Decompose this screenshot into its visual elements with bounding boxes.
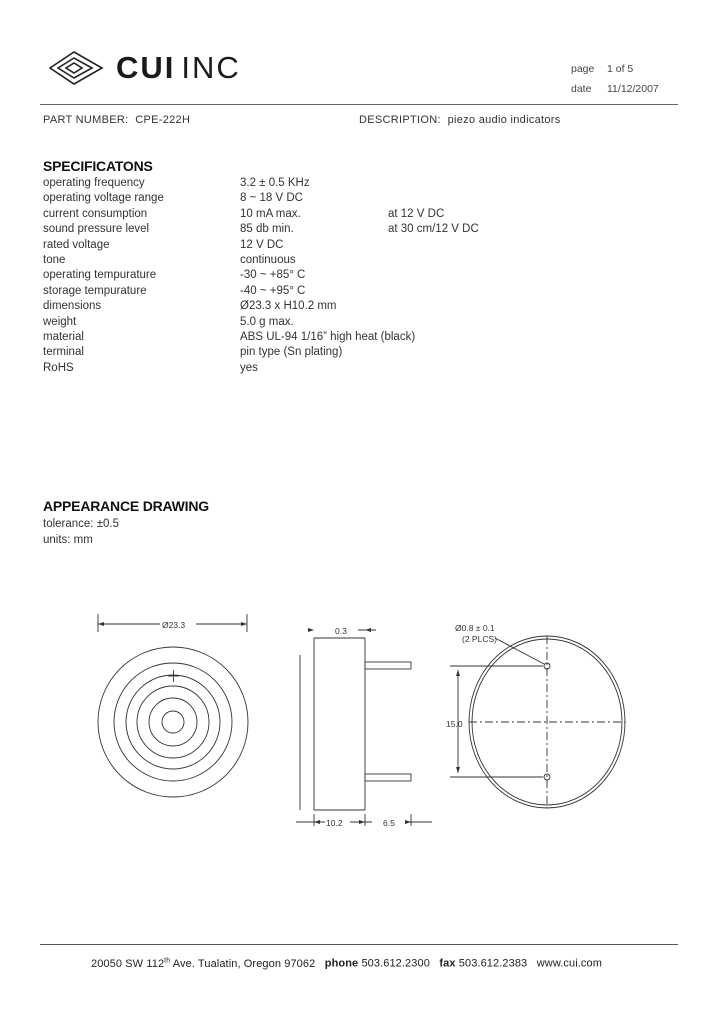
spec-row: [43, 208, 603, 223]
spec-value: yes: [240, 361, 258, 374]
dim-pin-hole-label: Ø0.8 ± 0.1: [455, 623, 495, 633]
footer-phone: 503.612.2300: [361, 957, 430, 970]
spec-value: pin type (Sn plating): [240, 346, 343, 359]
units-note: units: mm: [43, 534, 93, 546]
bottom-view: [450, 636, 625, 808]
spec-name: current consumption: [43, 207, 148, 220]
spec-row: [43, 223, 603, 238]
spec-value: 12 V DC: [240, 238, 284, 251]
spec-row: [43, 300, 603, 315]
footer-fax-label: fax: [439, 957, 456, 970]
footer-phone-label: phone: [324, 957, 359, 970]
specs-title: SPECIFICATONS: [43, 158, 153, 174]
spec-row: [43, 269, 603, 284]
footer-contact: [91, 957, 602, 970]
date-indicator: date 11/12/2007: [571, 83, 659, 95]
footer-fax: 503.612.2383: [458, 957, 528, 970]
side-view: [296, 630, 432, 826]
header-divider: [40, 104, 678, 105]
spec-row: [43, 177, 603, 192]
footer-address: 20050 SW 112th Ave. Tualatin, Oregon 97062: [91, 957, 316, 970]
spec-value: ABS UL-94 1/16” high heat (black): [240, 331, 416, 343]
spec-name: operating frequency: [43, 177, 145, 189]
spec-value: -30 ~ +85° C: [240, 269, 306, 282]
spec-row: [43, 239, 603, 254]
spec-name: operating tempurature: [43, 269, 157, 282]
spec-value: Ø23.3 x H10.2 mm: [240, 300, 337, 313]
spec-name: storage tempurature: [43, 284, 147, 297]
front-view: [98, 614, 248, 797]
dim-thickness-label: 0.3: [335, 626, 347, 636]
spec-condition: at 12 V DC: [388, 207, 445, 220]
dim-height-label: 10.2: [326, 818, 343, 828]
spec-value: 85 db min.: [240, 223, 294, 236]
description: DESCRIPTION: piezo audio indicators: [359, 114, 561, 126]
spec-name: dimensions: [43, 300, 102, 313]
spec-value: 3.2 ± 0.5 KHz: [240, 177, 310, 189]
spec-value: -40 ~ +95° C: [240, 284, 306, 297]
spec-name: operating voltage range: [43, 192, 164, 205]
spec-value: continuous: [240, 254, 296, 266]
dim-diameter-label: Ø23.3: [162, 620, 186, 630]
dim-pin-spacing-label: 15.0: [446, 719, 463, 729]
spec-row: [43, 362, 603, 377]
footer-website[interactable]: www.cui.com: [536, 957, 603, 970]
spec-row: [43, 254, 603, 269]
drawing-title: APPEARANCE DRAWING: [43, 498, 209, 514]
cui-logo-icon: [46, 48, 108, 88]
appearance-drawing: [0, 600, 720, 840]
part-number: PART NUMBER: CPE-222H: [43, 114, 191, 126]
spec-name: weight: [43, 315, 77, 328]
spec-name: tone: [43, 254, 66, 266]
spec-name: material: [43, 331, 84, 343]
tolerance-note: tolerance: ±0.5: [43, 518, 119, 530]
spec-row: [43, 192, 603, 207]
spec-row: [43, 316, 603, 331]
spec-condition: at 30 cm/12 V DC: [388, 223, 479, 236]
spec-name: terminal: [43, 346, 84, 359]
spec-value: 10 mA max.: [240, 207, 301, 220]
spec-value: 8 ~ 18 V DC: [240, 192, 303, 205]
dim-pin-length-label: 6.5: [383, 818, 395, 828]
footer-divider: [40, 944, 678, 945]
spec-name: sound pressure level: [43, 223, 150, 236]
dim-pin-count-label: (2 PLCS): [462, 634, 497, 644]
spec-row: [43, 331, 603, 346]
spec-name: rated voltage: [43, 238, 110, 251]
spec-row: [43, 285, 603, 300]
page-indicator: page 1 of 5: [571, 63, 634, 75]
spec-row: [43, 346, 603, 361]
spec-name: RoHS: [43, 361, 74, 374]
spec-value: 5.0 g max.: [240, 315, 294, 328]
company-logo-text: CUI INC: [116, 50, 241, 85]
